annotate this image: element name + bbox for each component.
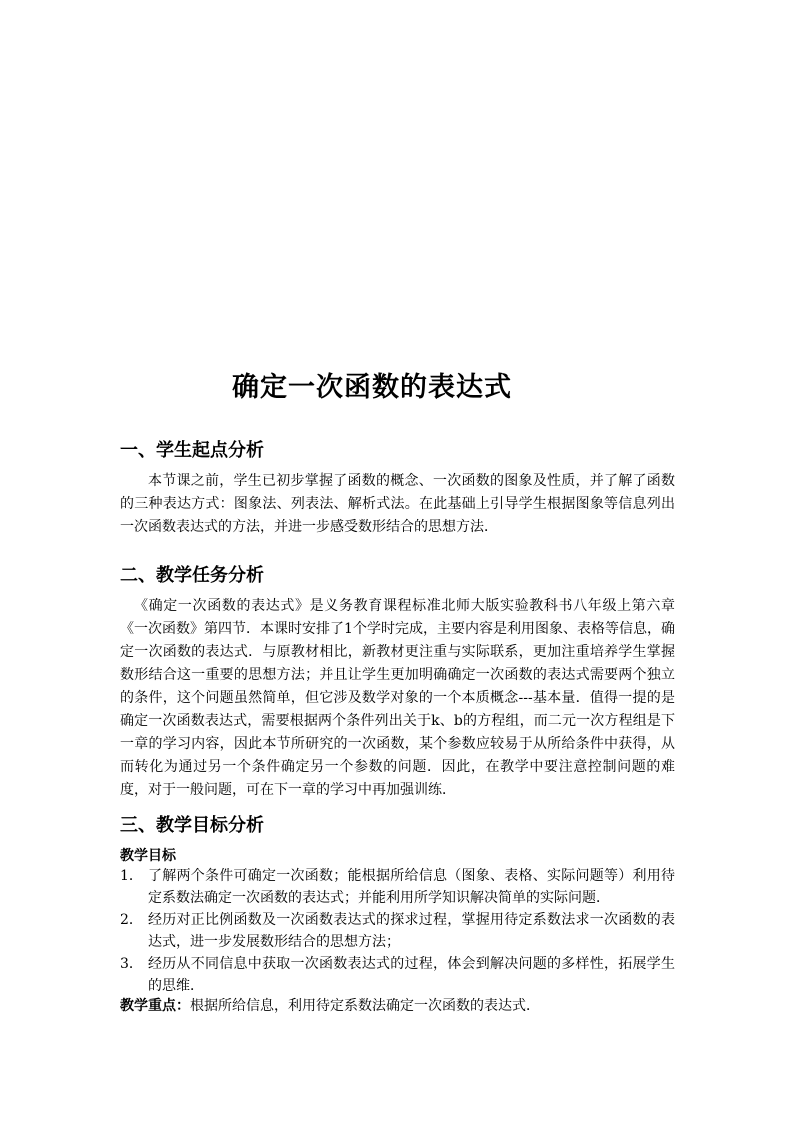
list-item <box>120 909 675 953</box>
key-point-line <box>120 995 680 1017</box>
list-item <box>120 953 675 997</box>
section-heading-task-analysis: 二、教学任务分析 <box>120 565 264 586</box>
teaching-goals-label: 教学目标 <box>120 848 176 864</box>
section-paragraph-student-analysis: 本节课之前，学生已初步掌握了函数的概念、一次函数的图象及性质，并了解了函数的三种表达方式：图象法、列表法、解析式法。在此基础上引导学生根据图象等信息列出一次函数表达式的方法，并进一步感受数形结合的思想方法． <box>120 473 675 535</box>
goal-number: 3． <box>120 956 143 972</box>
goal-text: 经历从不同信息中获取一次函数表达式的过程，体会到解决问题的多样性，拓展学生的思维． <box>148 956 675 994</box>
section-heading-goal-analysis: 三、教学目标分析 <box>120 815 264 836</box>
list-item <box>120 865 675 909</box>
document-title: 确定一次函数的表达式 <box>232 372 512 403</box>
section-paragraph-task-analysis: 《确定一次函数的表达式》是义务教育课程标准北师大版实验教科书八年级上第六章《一次函数》第四节．本课时安排了1个学时完成，主要内容是利用图象、表格等信息，确定一次函数的表达式．与原教材相比，新教材更注重与实际联系，更加注重培养学生掌握数形结合这一重要的思想方法；并且让学生更加明确确定一次函数的表达式需要两个独立的条件，这个问题虽然简单，但它涉及数学对象的一个本质概念---基本量．值得一提的是确定一次函数表达式，需要根据两个条件列出关于k、b的方程组，而二元一次方程组是下一章的学习内容，因此本节所研究的一次函数，某个参数应较易于从所给条件中获得，从而转化为通过另一个条件确定另一个参数的问题．因此，在教学中要注意控制问题的难度，对于一般问题，可在下一章的学习中再加强训练． <box>120 598 675 798</box>
goal-number: 2． <box>120 912 143 928</box>
key-point-text: 根据所给信息，利用待定系数法确定一次函数的表达式． <box>190 998 540 1014</box>
key-point-label: 教学重点： <box>120 998 190 1014</box>
section-heading-student-analysis: 一、学生起点分析 <box>120 440 264 461</box>
goal-number: 1． <box>120 868 143 884</box>
teaching-goals-list <box>120 865 675 997</box>
goal-text: 了解两个条件可确定一次函数；能根据所给信息（图象、表格、实际问题等）利用待定系数法确定一次函数的表达式；并能利用所学知识解决简单的实际问题． <box>148 868 675 906</box>
goal-text: 经历对正比例函数及一次函数表达式的探求过程，掌握用待定系数法求一次函数的表达式，进一步发展数形结合的思想方法； <box>148 912 675 950</box>
